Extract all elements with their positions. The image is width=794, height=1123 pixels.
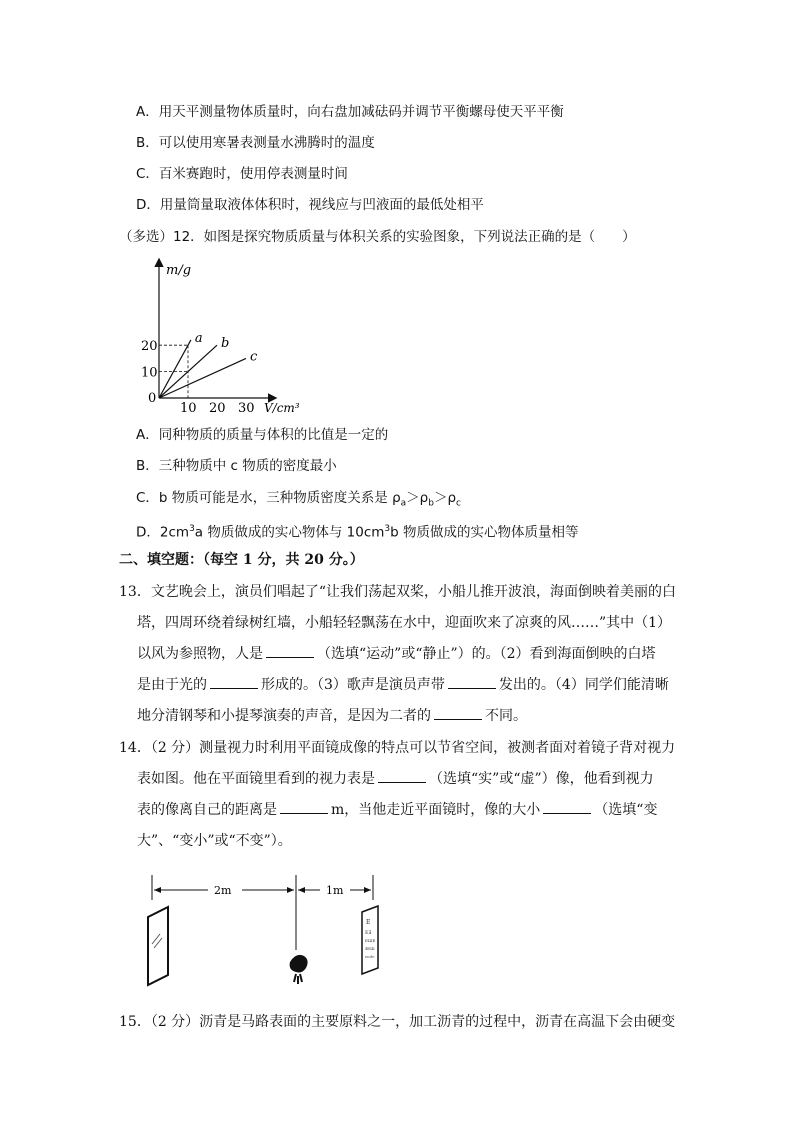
q13-line-4: 是由于光的 形成的。（3）歌声是演员声带 发出的。（4）同学们能清晰 — [137, 677, 669, 693]
svg-text:E: E — [366, 919, 371, 926]
x-tick-label: 20 — [209, 401, 226, 414]
q12-option-d: D．$2cm^3a$ 物质做成的实心物体与 $10cm^3b$ 物质做成的实心物体质量相等 — [136, 524, 579, 541]
y-axis-label: m/g — [166, 263, 192, 278]
q12-option-a: A．同种物质的质量与体积的比值是一定的 — [136, 427, 389, 443]
eye-test-figure — [130, 870, 390, 995]
mass-volume-chart — [140, 254, 340, 414]
x-tick-label: 10 — [180, 401, 197, 414]
q11-option-b: B．可以使用寒暑表测量水沸腾时的温度 — [136, 135, 375, 151]
series-label-a: a — [194, 330, 203, 346]
q12-option-b: B．三种物质中 c 物质的密度最小 — [136, 458, 337, 474]
series-line-a — [159, 340, 191, 398]
q13-line-2: 塔，四周环绕着绿树红墙，小船轻轻飘荡在水中，迎面吹来了凉爽的风……”其中（1） — [137, 615, 672, 631]
answer-blank[interactable] — [378, 770, 426, 783]
q12-option-c: C．b 物质可能是水，三种物质密度关系是 $\rho_a>\rho_b>\rho_c$ — [136, 490, 461, 509]
svg-text:∃EШ: ∃EШ — [365, 946, 375, 951]
q13-line-3: 以风为参照物，人是 （选填“运动”或“静止”）的。（2）看到海面倒映的白塔 — [137, 646, 656, 662]
y-tick-label: 20 — [141, 339, 158, 355]
q11-option-a: A．用天平测量物体质量时，向右盘加减砝码并调节平衡螺母使天平平衡 — [136, 104, 564, 120]
series-label-b: b — [221, 336, 230, 352]
answer-blank[interactable] — [266, 645, 314, 658]
q14-line-3: 表的像离自己的距离是 m，当他走近平面镜时，像的大小 （选填“变 — [137, 802, 658, 818]
mirror-icon — [148, 907, 168, 985]
q14-line-2: 表如图。他在平面镜里看到的视力表是 （选填“实”或“虚”）像，他看到视力 — [137, 771, 654, 787]
distance-label-1m: 1m — [326, 884, 344, 897]
q14-line-1: 14．（2 分）测量视力时利用平面镜成像的特点可以节省空间，被测者面对着镜子背对视力 — [119, 740, 676, 756]
origin-label: 0 — [148, 391, 157, 406]
q11-option-d: D．用量筒量取液体体积时，视线应与凹液面的最低处相平 — [136, 197, 484, 213]
section-title: 二、填空题：（每空 1 分，共 20 分。） — [119, 552, 364, 568]
y-tick-label: 10 — [141, 365, 158, 381]
distance-label-2m: 2m — [214, 884, 232, 897]
q12-stem: （多选）12．如图是探究物质质量与体积关系的实验图象，下列说法正确的是（ ） — [119, 229, 636, 245]
series-label-c: c — [250, 349, 258, 365]
svg-text:EШ∃E: EШ∃E — [365, 955, 375, 959]
answer-blank[interactable] — [543, 801, 591, 814]
svg-text:E∃: E∃ — [365, 930, 372, 936]
person-icon — [290, 955, 308, 984]
q11-option-c: C．百米赛跑时，使用停表测量时间 — [136, 166, 348, 182]
q13-line-1: 13．文艺晚会上，演员们唱起了“让我们荡起双桨，小船儿推开波浪，海面倒映着美丽的白 — [119, 584, 676, 600]
answer-blank[interactable] — [210, 676, 258, 689]
q15-line-1: 15．（2 分）沥青是马路表面的主要原料之一，加工沥青的过程中，沥青在高温下会由硬变 — [119, 1014, 676, 1030]
eye-chart-icon — [362, 906, 378, 974]
series-line-c — [159, 358, 246, 398]
answer-blank[interactable] — [280, 801, 328, 814]
answer-blank[interactable] — [448, 676, 496, 689]
x-axis-label: V/cm³ — [264, 401, 300, 414]
q14-line-4: 大”、“变小”或“不变”）。 — [137, 833, 292, 849]
q13-line-5: 地分清钢琴和小提琴演奏的声音，是因为二者的 不同。 — [137, 708, 527, 724]
svg-text:EШE: EШE — [365, 938, 376, 943]
answer-blank[interactable] — [434, 707, 482, 720]
x-tick-label: 30 — [238, 401, 255, 414]
